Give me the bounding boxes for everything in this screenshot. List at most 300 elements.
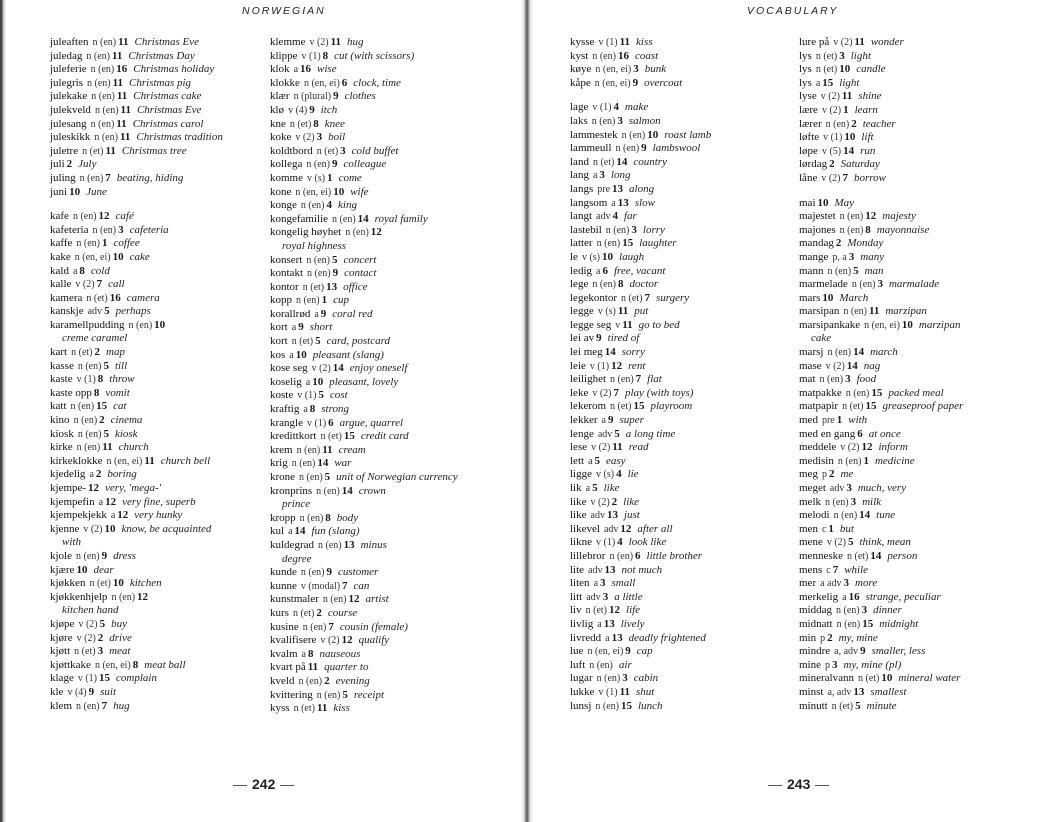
vocab-entry <box>570 441 802 455</box>
grammar-info: n (en) <box>316 689 341 701</box>
grammar-info: v (2) <box>590 496 610 508</box>
chapter-number: 3 <box>850 495 857 508</box>
vocab-entry <box>50 292 282 306</box>
chapter-number: 2 <box>828 468 835 481</box>
chapter-number: 14 <box>846 359 858 372</box>
chapter-number: 14 <box>332 362 344 375</box>
vocab-entry <box>50 455 282 469</box>
headword: julegris <box>50 76 83 89</box>
translation: read <box>628 441 649 454</box>
grammar-info: n (en) <box>837 455 862 467</box>
translation: lively <box>620 617 645 630</box>
translation: Saturday <box>840 158 880 171</box>
grammar-info: v (1) <box>589 360 610 372</box>
chapter-number: 11 <box>105 144 116 157</box>
headword: laks <box>570 114 588 127</box>
grammar-info: p, a <box>832 251 847 263</box>
vocab-entry <box>50 265 282 279</box>
grammar-info: n (en) <box>592 50 616 62</box>
headword: melodi <box>799 509 830 522</box>
headword: kake <box>50 250 71 263</box>
grammar-info: n (en) <box>851 279 876 291</box>
page-number-footer <box>763 776 834 792</box>
translation: Christmas Day <box>128 49 195 62</box>
chapter-number: 1 <box>863 454 869 467</box>
vocab-entry <box>570 319 802 333</box>
grammar-info: a <box>592 170 598 182</box>
chapter-number: 11 <box>102 441 113 454</box>
translation: sorry <box>621 346 645 359</box>
vocab-entry <box>570 659 802 673</box>
chapter-number: 11 <box>841 90 853 103</box>
grammar-info: n (en) <box>72 211 97 223</box>
chapter-number: 10 <box>647 128 659 141</box>
grammar-info: n (en) <box>76 550 100 562</box>
vocab-entry <box>270 321 502 335</box>
headword: kopp <box>270 294 292 307</box>
vocab-entry <box>270 172 502 186</box>
headword: medisin <box>799 454 834 467</box>
chapter-number: 14 <box>317 457 329 470</box>
grammar-info: adv <box>590 510 605 522</box>
headword: krig <box>270 457 288 470</box>
chapter-number: 8 <box>617 278 624 291</box>
vocab-entry <box>570 468 802 482</box>
grammar-info: v (2) <box>820 91 840 103</box>
vocab-entry <box>799 536 1031 550</box>
headword: lys <box>799 63 812 76</box>
chapter-number: 3 <box>118 223 124 236</box>
entry-continuation <box>270 240 502 254</box>
vocab-entry <box>270 362 502 376</box>
vocab-entry <box>570 686 802 700</box>
grammar-info: n (en) <box>596 673 621 685</box>
vocab-entry <box>50 496 282 510</box>
translation: camera <box>126 291 160 304</box>
grammar-info: a <box>301 648 306 660</box>
translation: flat <box>647 373 662 386</box>
grammar-info: a <box>597 618 602 630</box>
vocab-entry <box>570 50 802 64</box>
vocab-entry <box>799 604 1031 618</box>
chapter-number: 3 <box>839 49 845 62</box>
vocab-entry <box>50 319 282 333</box>
translation: cap <box>636 645 653 658</box>
translation: till <box>114 359 128 372</box>
translation: quarter to <box>324 661 369 674</box>
headword: lammeull <box>570 142 612 155</box>
chapter-number: 9 <box>641 142 647 155</box>
chapter-number: 6 <box>602 264 608 277</box>
vocab-entry <box>50 645 282 659</box>
grammar-info: n (en) <box>591 115 616 127</box>
entry-continuation <box>50 332 282 346</box>
grammar-info: n (en) <box>128 319 153 331</box>
headword: kunne <box>270 579 297 592</box>
headword: kamera <box>50 291 83 304</box>
headword: kveld <box>270 674 295 687</box>
translation: roast lamb <box>664 128 712 141</box>
headword: marsj <box>799 346 824 359</box>
vocab-entry <box>570 604 802 618</box>
translation: dear <box>93 563 114 576</box>
translation: hug <box>113 699 130 712</box>
chapter-number: 1 <box>828 522 834 535</box>
chapter-number: 13 <box>853 685 865 698</box>
translation: kitchen hand <box>62 604 119 617</box>
headword: lure på <box>799 36 830 48</box>
chapter-number: 13 <box>604 563 616 576</box>
headword: lukke <box>570 685 595 698</box>
grammar-info: a <box>585 483 591 494</box>
translation: little brother <box>646 549 703 562</box>
headword: kirkeklokke <box>50 454 103 467</box>
chapter-number: 10 <box>295 348 307 361</box>
translation: free, vacant <box>613 264 666 277</box>
headword: legge <box>570 305 594 318</box>
translation: enjoy oneself <box>349 362 408 375</box>
translation: nag <box>863 359 881 372</box>
vocab-entry <box>570 169 802 183</box>
translation: with <box>62 536 81 549</box>
grammar-info: n (en) <box>298 675 323 687</box>
vocab-entry <box>570 278 802 292</box>
grammar-info: n (en, ei) <box>587 646 624 658</box>
translation: cat <box>113 400 127 413</box>
vocab-entry <box>570 645 802 659</box>
grammar-info: v (s) <box>597 306 616 318</box>
headword: lære <box>799 103 818 116</box>
folio-dash <box>815 785 829 786</box>
chapter-number: 14 <box>870 549 882 562</box>
headword: julesang <box>50 117 87 130</box>
translation: March <box>839 291 869 304</box>
headword: meg <box>799 468 818 481</box>
headword: kuldegrad <box>270 538 314 551</box>
vocab-entry <box>799 400 1031 414</box>
chapter-number: 14 <box>853 346 865 359</box>
vocab-entry <box>50 632 282 646</box>
translation: deadly frightened <box>628 631 706 644</box>
grammar-info: n (en) <box>90 118 115 130</box>
grammar-info: n (en, ei) <box>594 77 631 89</box>
translation: playroom <box>650 400 693 413</box>
grammar-info: a <box>605 632 610 644</box>
grammar-info: n (en) <box>291 458 316 470</box>
headword: klippe <box>270 49 298 62</box>
grammar-info: a <box>293 64 299 76</box>
vocab-entry <box>570 115 802 129</box>
vocab-entry <box>270 145 502 159</box>
headword: leilighet <box>570 373 607 386</box>
translation: majesty <box>882 210 916 223</box>
chapter-number: 3 <box>622 672 628 685</box>
vocab-entry <box>270 566 502 580</box>
translation: drive <box>109 631 132 644</box>
headword: kaste opp <box>50 386 92 399</box>
vocab-entry <box>799 455 1031 469</box>
grammar-info: v (2) <box>295 132 315 144</box>
grammar-info: p <box>825 659 830 671</box>
translation: medicine <box>874 454 915 467</box>
chapter-number: 9 <box>333 90 339 103</box>
entry-continuation <box>270 553 502 567</box>
vocab-entry <box>50 659 282 673</box>
vocab-entry <box>270 199 502 213</box>
translation: buy <box>111 617 128 630</box>
headword: kirke <box>50 441 73 454</box>
vocab-entry <box>799 659 1031 673</box>
vocab-entry <box>570 183 802 197</box>
translation: cafeteria <box>129 223 169 236</box>
vocab-entry <box>50 237 282 251</box>
chapter-number: 11 <box>622 318 633 331</box>
headword: liv <box>570 604 582 617</box>
grammar-info: n (en) <box>300 200 325 212</box>
translation: marzipan <box>885 305 927 318</box>
headword: kongefamilie <box>270 212 329 225</box>
vocab-entry <box>270 485 502 499</box>
translation: lie <box>627 468 639 481</box>
grammar-info: a, adv <box>827 686 852 698</box>
chapter-number: 1 <box>327 171 333 184</box>
vocab-entry <box>270 580 502 594</box>
headword: konge <box>270 199 297 212</box>
chapter-number: 3 <box>97 645 104 658</box>
vocab-entry <box>570 373 802 387</box>
translation: borrow <box>854 171 886 184</box>
chapter-number: 5 <box>315 335 321 348</box>
chapter-number: 5 <box>324 471 331 483</box>
vocab-entry <box>270 444 502 458</box>
chapter-number: 8 <box>132 658 139 671</box>
grammar-info: v (1) <box>596 537 616 549</box>
translation: easy <box>606 454 626 467</box>
headword: lei meg <box>570 346 603 359</box>
chapter-number: 14 <box>616 155 628 168</box>
headword: leie <box>570 359 586 372</box>
headword: merkelig <box>799 590 839 603</box>
headword: kjøkkenhjelp <box>50 590 108 603</box>
translation: my, mine (pl) <box>843 658 902 671</box>
chapter-number: 7 <box>96 278 103 291</box>
headword: korallrød <box>270 307 311 320</box>
headword: kyss <box>270 702 290 715</box>
chapter-number: 14 <box>341 484 353 497</box>
vocab-entry <box>570 63 802 77</box>
chapter-number: 15 <box>99 672 110 685</box>
chapter-number: 15 <box>343 430 355 443</box>
vocab-entry <box>570 700 802 714</box>
translation: June <box>86 185 107 198</box>
headword: kredittkort <box>270 430 317 443</box>
chapter-number: 9 <box>332 267 339 280</box>
vocab-entry <box>270 593 502 607</box>
vocab-entry <box>799 197 1031 211</box>
entry-continuation <box>50 604 282 618</box>
headword: kjøre <box>50 631 73 644</box>
grammar-info: n (et) <box>292 607 315 619</box>
translation: me <box>840 468 854 481</box>
headword: kalle <box>50 278 72 291</box>
chapter-number: 8 <box>309 403 316 416</box>
grammar-info: n (et) <box>846 550 869 562</box>
vocab-entry <box>50 77 282 91</box>
headword: kald <box>50 264 69 277</box>
vocab-entry <box>50 577 282 591</box>
headword: kjole <box>50 549 72 562</box>
vocab-entry <box>50 468 282 482</box>
headword: lue <box>570 645 584 658</box>
vocab-entry <box>270 226 502 240</box>
headword: menneske <box>799 549 843 562</box>
translation: office <box>343 280 368 293</box>
chapter-number: 13 <box>617 196 629 209</box>
translation: strong <box>321 403 349 416</box>
vocab-entry <box>799 104 1031 118</box>
grammar-info: n (en) <box>307 268 331 280</box>
translation: bunk <box>644 63 667 76</box>
translation: very fine, superb <box>122 495 196 508</box>
chapter-number: 5 <box>332 253 338 266</box>
vocab-entry <box>799 700 1031 714</box>
headword: kos <box>270 348 286 361</box>
vocab-column <box>570 36 802 713</box>
chapter-number: 12 <box>861 441 873 454</box>
chapter-number: 3 <box>633 63 639 76</box>
chapter-number: 3 <box>617 114 623 127</box>
grammar-info: n (en) <box>77 360 102 372</box>
headword: minst <box>799 685 824 698</box>
translation: royal highness <box>282 239 347 252</box>
translation: cold buffet <box>351 144 399 157</box>
page-number: 243 <box>787 776 811 792</box>
headword: lørdag <box>799 158 828 171</box>
vocab-entry <box>799 210 1031 224</box>
chapter-number: 7 <box>328 620 334 633</box>
headword: juletre <box>50 144 79 157</box>
headword: klemme <box>270 36 306 48</box>
grammar-info: v (2) <box>311 363 331 375</box>
translation: king <box>338 199 357 212</box>
vocab-entry <box>799 77 1031 91</box>
translation: milk <box>862 495 882 508</box>
translation: cake <box>129 250 150 263</box>
translation: artist <box>365 593 389 606</box>
vocab-entry <box>50 482 282 496</box>
grammar-info: n (en) <box>306 254 330 266</box>
grammar-info: a <box>72 265 78 277</box>
vocab-entry <box>570 292 802 306</box>
headword: kvart på <box>270 661 306 674</box>
headword: krone <box>270 471 296 483</box>
chapter-number: 7 <box>832 563 839 576</box>
translation: cup <box>333 294 349 307</box>
translation: Christmas pig <box>129 76 192 89</box>
vocab-entry <box>799 482 1031 496</box>
translation: cream <box>338 443 366 456</box>
chapter-number: 3 <box>843 577 849 590</box>
chapter-number: 9 <box>332 158 338 171</box>
entry-continuation <box>270 498 502 512</box>
vocab-entry <box>799 686 1031 700</box>
translation: contact <box>344 267 377 280</box>
headword: ligge <box>570 468 592 481</box>
translation: long <box>610 169 631 182</box>
chapter-number: 9 <box>88 685 95 698</box>
grammar-info: n (et) <box>74 646 96 658</box>
grammar-info: v (2) <box>78 618 98 630</box>
vocab-entry <box>270 389 502 403</box>
translation: shine <box>858 90 882 103</box>
vocab-entry <box>50 36 282 50</box>
translation: Christmas cake <box>133 90 202 103</box>
headword: lærer <box>799 117 822 130</box>
vocab-entry <box>799 237 1031 251</box>
grammar-info: n (en) <box>332 213 356 225</box>
chapter-number: 15 <box>96 400 108 413</box>
grammar-info: n (et) <box>302 281 325 293</box>
vocab-entry <box>50 278 282 292</box>
chapter-number: 7 <box>842 171 848 184</box>
chapter-number: 3 <box>602 590 609 603</box>
grammar-info: v (2) <box>821 104 842 116</box>
grammar-info: n (en) <box>79 172 104 184</box>
translation: wife <box>350 185 369 198</box>
grammar-info: v (2) <box>592 387 612 399</box>
chapter-number: 2 <box>94 346 100 359</box>
chapter-number: 3 <box>861 604 868 617</box>
chapter-number: 11 <box>619 36 631 48</box>
headword: marmelade <box>799 278 848 291</box>
headword: kvittering <box>270 688 313 701</box>
vocab-entry <box>799 591 1031 605</box>
translation: more <box>855 577 878 590</box>
headword: mine <box>799 658 821 671</box>
translation: dinner <box>873 604 902 617</box>
grammar-info: n (en) <box>296 444 321 456</box>
headword: lang <box>570 169 589 182</box>
translation: cabin <box>633 672 659 685</box>
grammar-info: n (en) <box>345 227 369 239</box>
headword: lite <box>570 563 585 576</box>
vocab-entry <box>50 145 282 159</box>
headword: mars <box>799 291 821 304</box>
headword: kjempekjekk <box>50 509 107 522</box>
headword: marsipan <box>799 305 840 318</box>
grammar-info: n (en) <box>595 700 620 712</box>
vocab-entry <box>270 267 502 281</box>
chapter-number: 2 <box>851 117 857 130</box>
translation: but <box>839 522 854 535</box>
translation: degree <box>282 552 312 565</box>
vocab-entry <box>570 142 802 156</box>
chapter-number: 14 <box>843 144 855 157</box>
headword: kino <box>50 414 70 427</box>
chapter-number: 15 <box>622 237 634 250</box>
grammar-info: v (2) <box>825 360 845 372</box>
vocab-entry <box>799 118 1031 132</box>
grammar-info: n (et) <box>815 64 838 76</box>
translation: nauseous <box>319 647 361 660</box>
headword: kollega <box>270 158 303 171</box>
translation: colleague <box>343 158 387 171</box>
vocab-entry <box>570 224 802 238</box>
headword: juli <box>50 158 65 171</box>
headword: langs <box>570 182 594 195</box>
chapter-number: 13 <box>603 617 615 630</box>
chapter-number: 15 <box>621 699 633 712</box>
